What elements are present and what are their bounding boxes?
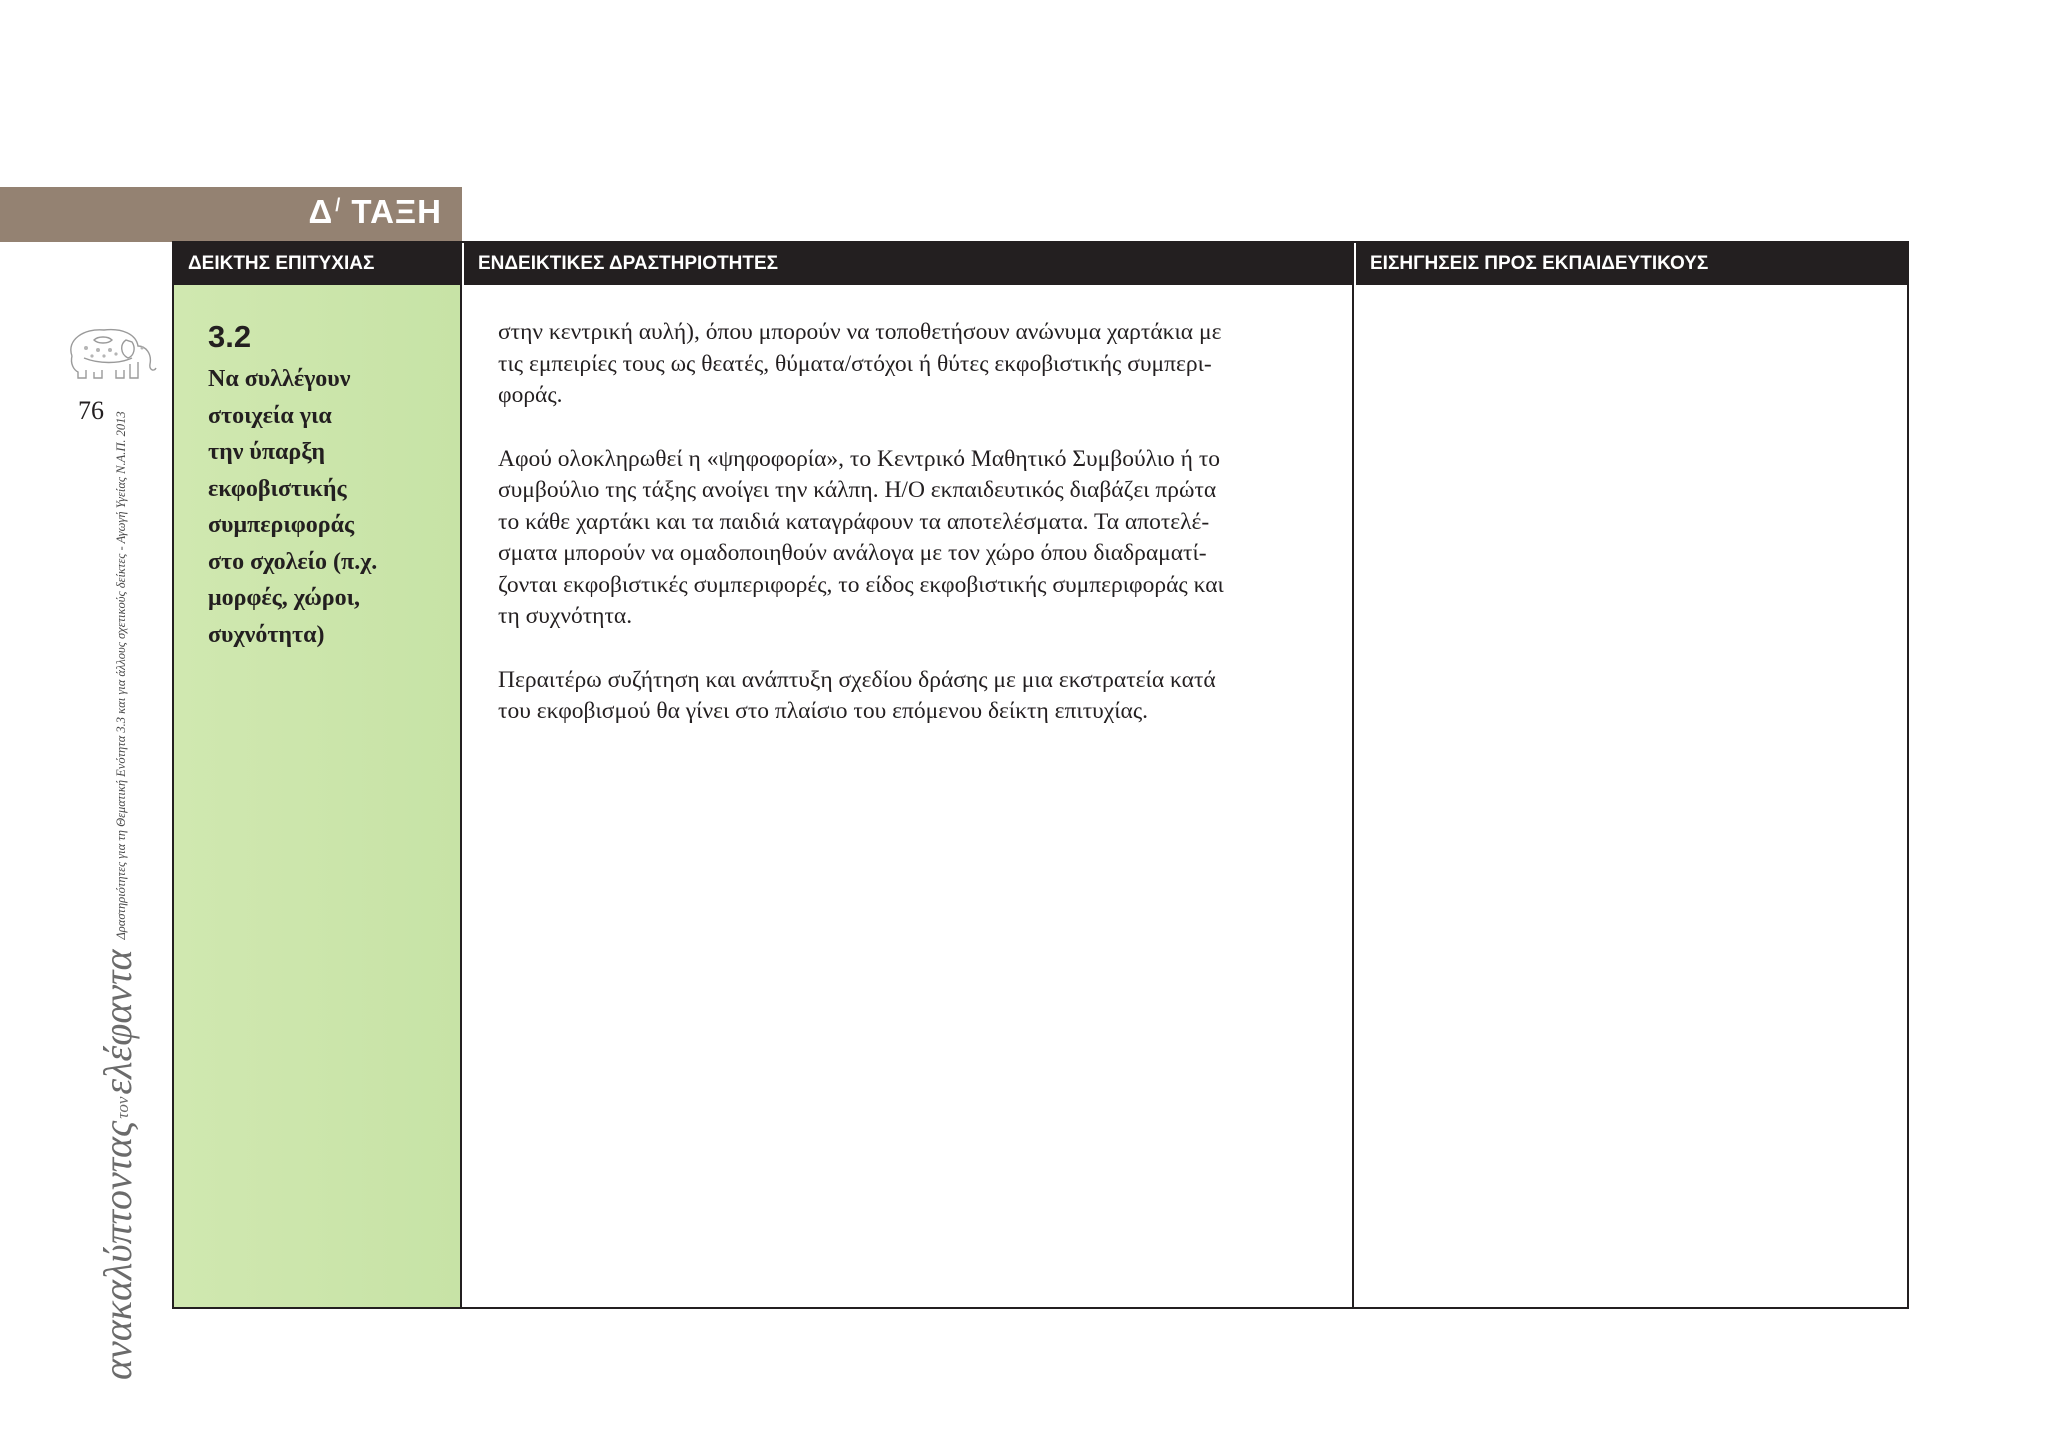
activities-cell: [462, 285, 1354, 1307]
suggestions-cell: [1354, 285, 1907, 1307]
brand-small: τον: [113, 1096, 132, 1119]
indicator-cell: [174, 285, 462, 1307]
grade-title: [308, 193, 442, 231]
text-line: του εκφοβισμού θα γίνει στο πλαίσιο του επόμενου δείκτη επιτυχίας.: [498, 698, 1149, 724]
activities-paragraph: [498, 317, 1328, 412]
text-line: στην κεντρική αυλή), όπου μπορούν να τοποθετήσουν ανώνυμα χαρτάκια με: [498, 319, 1222, 345]
text-line: σματα μπορούν να ομαδοποιηθούν ανάλογα με τον χώρο όπου διαδραματί-: [498, 540, 1207, 566]
page-number: 76: [78, 396, 104, 425]
text-line: Αφού ολοκληρωθεί η «ψηφοφορία», το Κεντρικό Μαθητικό Συμβούλιο ή το: [498, 445, 1221, 472]
side-caption: [94, 411, 141, 1380]
side-subtitle: Δραστηριότητες για τη Θεματική Ενότητα 3.3 και για άλλους σχετικούς δείκτες - Αγωγή Υγείας Ν.Α.Π. 2013: [114, 411, 128, 940]
header-activities: ΕΝΔΕΙΚΤΙΚΕΣ ΔΡΑΣΤΗΡΙΟΤΗΤΕΣ: [462, 243, 1354, 285]
grade-mark: /: [335, 195, 342, 215]
indicator-line: συχνότητα): [208, 621, 325, 648]
indicator-text: [208, 361, 377, 653]
indicator-line: μορφές, χώροι,: [208, 585, 361, 611]
header-suggestions: ΕΙΣΗΓΗΣΕΙΣ ΠΡΟΣ ΕΚΠΑΙΔΕΥΤΙΚΟΥΣ: [1354, 243, 1907, 285]
brand-logo: [95, 950, 140, 1380]
header-indicator: ΔΕΙΚΤΗΣ ΕΠΙΤΥΧΙΑΣ: [174, 243, 462, 285]
brand-part2: ελέφαντα: [95, 949, 140, 1095]
indicator-line: συμπεριφοράς: [208, 512, 355, 538]
activities-paragraph: [498, 665, 1328, 728]
grade-banner: [0, 187, 462, 242]
text-line: ζονται εκφοβιστικές συμπεριφορές, το είδος εκφοβιστικής συμπεριφοράς και: [498, 571, 1224, 598]
text-line: Περαιτέρω συζήτηση και ανάπτυξη σχεδίου δράσης με μια εκστρατεία κατά: [498, 666, 1216, 693]
text-line: φοράς.: [498, 382, 563, 408]
activities-text: [498, 317, 1328, 760]
brand-part1: ανακαλύπτοντας: [95, 1120, 140, 1380]
indicator-line: στο σχολείο (π.χ.: [208, 548, 378, 575]
indicator-line: την ύπαρξη: [208, 439, 326, 465]
curriculum-table: [172, 241, 1909, 1309]
indicator-line: εκφοβιστικής: [208, 475, 347, 502]
elephant-icon: [54, 318, 158, 380]
text-line: το κάθε χαρτάκι και τα παιδιά καταγράφουν τα αποτελέσματα. Τα αποτελέ-: [498, 508, 1210, 535]
grade-letter: Δ: [308, 193, 334, 230]
activities-paragraph: [498, 444, 1328, 633]
indicator-line: στοιχεία για: [208, 402, 332, 429]
text-line: συμβούλιο της τάξης ανοίγει την κάλπη. Η/Ο εκπαιδευτικός διαβάζει πρώτα: [498, 477, 1217, 503]
text-line: τη συχνότητα.: [498, 603, 633, 629]
text-line: τις εμπειρίες τους ως θεατές, θύματα/στόχοι ή θύτες εκφοβιστικής συμπερι-: [498, 350, 1212, 377]
indicator-number: 3.2: [208, 319, 252, 354]
grade-word: ΤΑΞΗ: [351, 193, 442, 230]
indicator-line: Να συλλέγουν: [208, 366, 351, 392]
